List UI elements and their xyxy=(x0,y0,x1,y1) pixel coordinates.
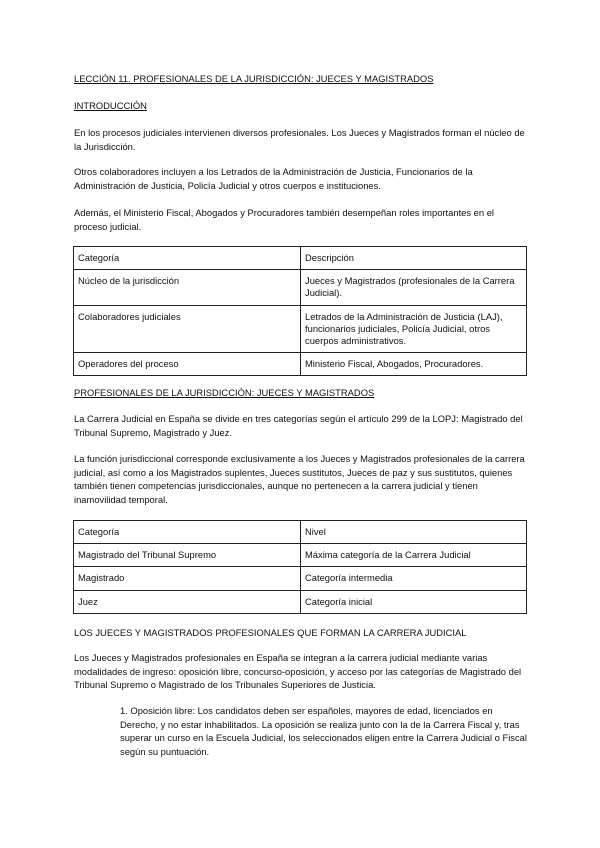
table-judicial-categories xyxy=(73,520,527,614)
table-professional-roles xyxy=(73,246,527,376)
section2-heading: PROFESIONALES DE LA JURISDICCIÓN: JUECES Y MAGISTRADOS xyxy=(74,387,375,398)
table-cell: Ministerio Fiscal, Abogados, Procuradores. xyxy=(301,353,527,376)
table-row xyxy=(74,544,527,567)
intro-paragraph-2: Otros colaboradores incluyen a los Letrados de la Administración de Justicia, Funcionarios de la Administración de Justicia, Policía Judicial y otros cuerpos e instituciones. xyxy=(74,166,473,191)
table-row xyxy=(74,270,527,305)
section2-paragraph-2: La función jurisdiccional corresponde exclusivamente a los Jueces y Magistrados profesionales de la carrera judicial, así como a los Magistrados suplentes, Jueces sustitutos, Jueces de paz y sus sustitutos, quienes también tienen competencias jurisdiccionales, aunque no pertenecen a la carrera judicial y tienen inamovilidad temporal. xyxy=(74,453,525,505)
section3-heading: LOS JUECES Y MAGISTRADOS PROFESIONALES QUE FORMAN LA CARRERA JUDICIAL xyxy=(74,627,467,638)
table-header-cell: Categoría xyxy=(74,521,301,544)
table-row xyxy=(74,567,527,590)
table-header-cell: Categoría xyxy=(74,247,301,270)
lesson-title: LECCIÓN 11. PROFESIONALES DE LA JURISDICCIÓN: JUECES Y MAGISTRADOS xyxy=(74,73,434,84)
admission-modes-list xyxy=(120,704,528,758)
table-cell: Jueces y Magistrados (profesionales de la Carrera Judicial). xyxy=(301,270,527,305)
table-row xyxy=(74,305,527,353)
intro-heading: INTRODUCCIÓN xyxy=(74,100,147,111)
table-cell: Juez xyxy=(74,590,301,613)
table-header-row xyxy=(74,521,527,544)
table-row xyxy=(74,353,527,376)
table-cell: Categoría intermedia xyxy=(301,567,527,590)
section2-paragraph-1: La Carrera Judicial en España se divide en tres categorías según el artículo 299 de la LOPJ: Magistrado del Tribunal Supremo, Magistrado y Juez. xyxy=(74,413,523,438)
table-cell: Categoría inicial xyxy=(301,590,527,613)
table-cell: Máxima categoría de la Carrera Judicial xyxy=(301,544,527,567)
table-header-cell: Descripción xyxy=(301,247,527,270)
list-item: 1. Oposición libre: Los candidatos deben ser españoles, mayores de edad, licenciados en Derecho, y no estar inhabilitados. La oposición se realiza junto con la de la Carrera Fiscal y, tras superar un curso en la Escuela Judicial, los seleccionados eligen entre la Carrera Judicial o Fiscal según su puntuación. xyxy=(120,705,527,757)
intro-paragraph-3: Además, el Ministerio Fiscal, Abogados y Procuradores también desempeñan roles importantes en el proceso judicial. xyxy=(74,207,495,232)
table-cell: Magistrado xyxy=(74,567,301,590)
section3-paragraph: Los Jueces y Magistrados profesionales en España se integran a la carrera judicial mediante varias modalidades de ingreso: oposición libre, concurso-oposición, y acceso por las categorías de Magistrado del Tribunal Supremo o Magistrado de los Tribunales Superiores de Justicia. xyxy=(74,652,522,691)
table-header-row xyxy=(74,247,527,270)
table-cell: Letrados de la Administración de Justicia (LAJ), funcionarios judiciales, Policía Judicial, otros cuerpos administrativos. xyxy=(301,305,527,353)
table-cell: Operadores del proceso xyxy=(74,353,301,376)
table-cell: Magistrado del Tribunal Supremo xyxy=(74,544,301,567)
table-cell: Colaboradores judiciales xyxy=(74,305,301,353)
table-header-cell: Nivel xyxy=(301,521,527,544)
table-row xyxy=(74,590,527,613)
intro-paragraph-1: En los procesos judiciales intervienen diversos profesionales. Los Jueces y Magistrados forman el núcleo de la Jurisdicción. xyxy=(74,127,525,152)
table-cell: Núcleo de la jurisdicción xyxy=(74,270,301,305)
